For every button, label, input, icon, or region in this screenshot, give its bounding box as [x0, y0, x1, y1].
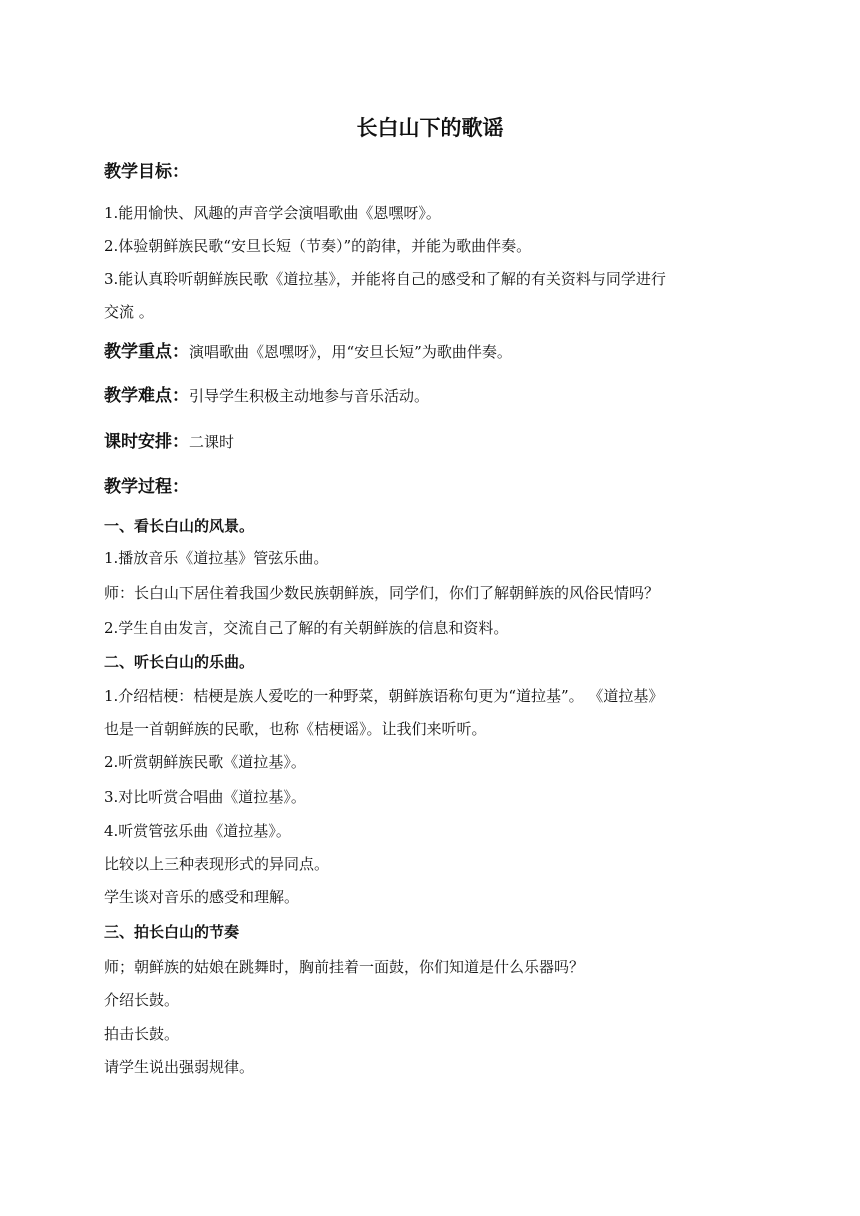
key-point-text: 演唱歌曲《恩嘿呀》，用“安旦长短”为歌曲伴奏。: [189, 343, 512, 361]
section-line: 拍击长鼓。: [104, 1025, 180, 1043]
objective-item: 3.能认真聆听朝鲜族民歌《道拉基》，并能将自己的感受和了解的有关资料与同学进行: [104, 270, 666, 288]
section-line: 3.对比听赏合唱曲《道拉基》。: [104, 788, 306, 806]
section-line: 学生谈对音乐的感受和理解。: [104, 888, 300, 906]
objectives-heading: 教学目标：: [104, 162, 189, 182]
process-heading: 教学过程：: [104, 477, 189, 497]
section-line: 1.介绍桔梗：桔梗是族人爱吃的一种野菜，朝鲜族语称句更为“道拉基”。 《道拉基》: [104, 687, 664, 705]
section-heading: 一、看长白山的风景。: [104, 517, 255, 535]
section-line: 2.学生自由发言，交流自己了解的有关朝鲜族的信息和资料。: [104, 619, 509, 637]
difficulty-text: 引导学生积极主动地参与音乐活动。: [189, 387, 430, 405]
schedule-label: 课时安排：: [104, 432, 189, 452]
key-point-label: 教学重点：: [104, 342, 189, 362]
section-line: 请学生说出强弱规律。: [104, 1058, 255, 1076]
section-line: 也是一首朝鲜族的民歌，也称《桔梗谣》。让我们来听听。: [104, 720, 487, 738]
section-heading: 二、听长白山的乐曲。: [104, 653, 255, 671]
section-line: 师；朝鲜族的姑娘在跳舞时，胸前挂着一面鼓，你们知道是什么乐器吗？: [104, 958, 585, 976]
objective-item: 1.能用愉快、风趣的声音学会演唱歌曲《恩嘿呀》。: [104, 204, 441, 222]
section-line: 1.播放音乐《道拉基》管弦乐曲。: [104, 549, 329, 567]
objective-item: 2.体验朝鲜族民歌“安旦长短（节奏）”的韵律，并能为歌曲伴奏。: [104, 237, 532, 255]
schedule-row: [104, 431, 764, 453]
section-heading: 三、拍长白山的节奏: [104, 923, 240, 941]
difficulty-row: [104, 385, 764, 407]
section-line: 比较以上三种表现形式的异同点。: [104, 855, 330, 873]
difficulty-label: 教学难点：: [104, 386, 189, 406]
objective-item: 交流 。: [104, 303, 154, 321]
section-line: 师：长白山下居住着我国少数民族朝鲜族，同学们，你们了解朝鲜族的风俗民情吗？: [104, 584, 660, 602]
document-title: 长白山下的歌谣: [356, 116, 504, 140]
schedule-text: 二课时: [189, 433, 235, 451]
section-line: 介绍长鼓。: [104, 991, 180, 1009]
section-line: 2.听赏朝鲜族民歌《道拉基》。: [104, 753, 306, 771]
section-line: 4.听赏管弦乐曲《道拉基》。: [104, 822, 291, 840]
key-point-row: [104, 341, 764, 363]
